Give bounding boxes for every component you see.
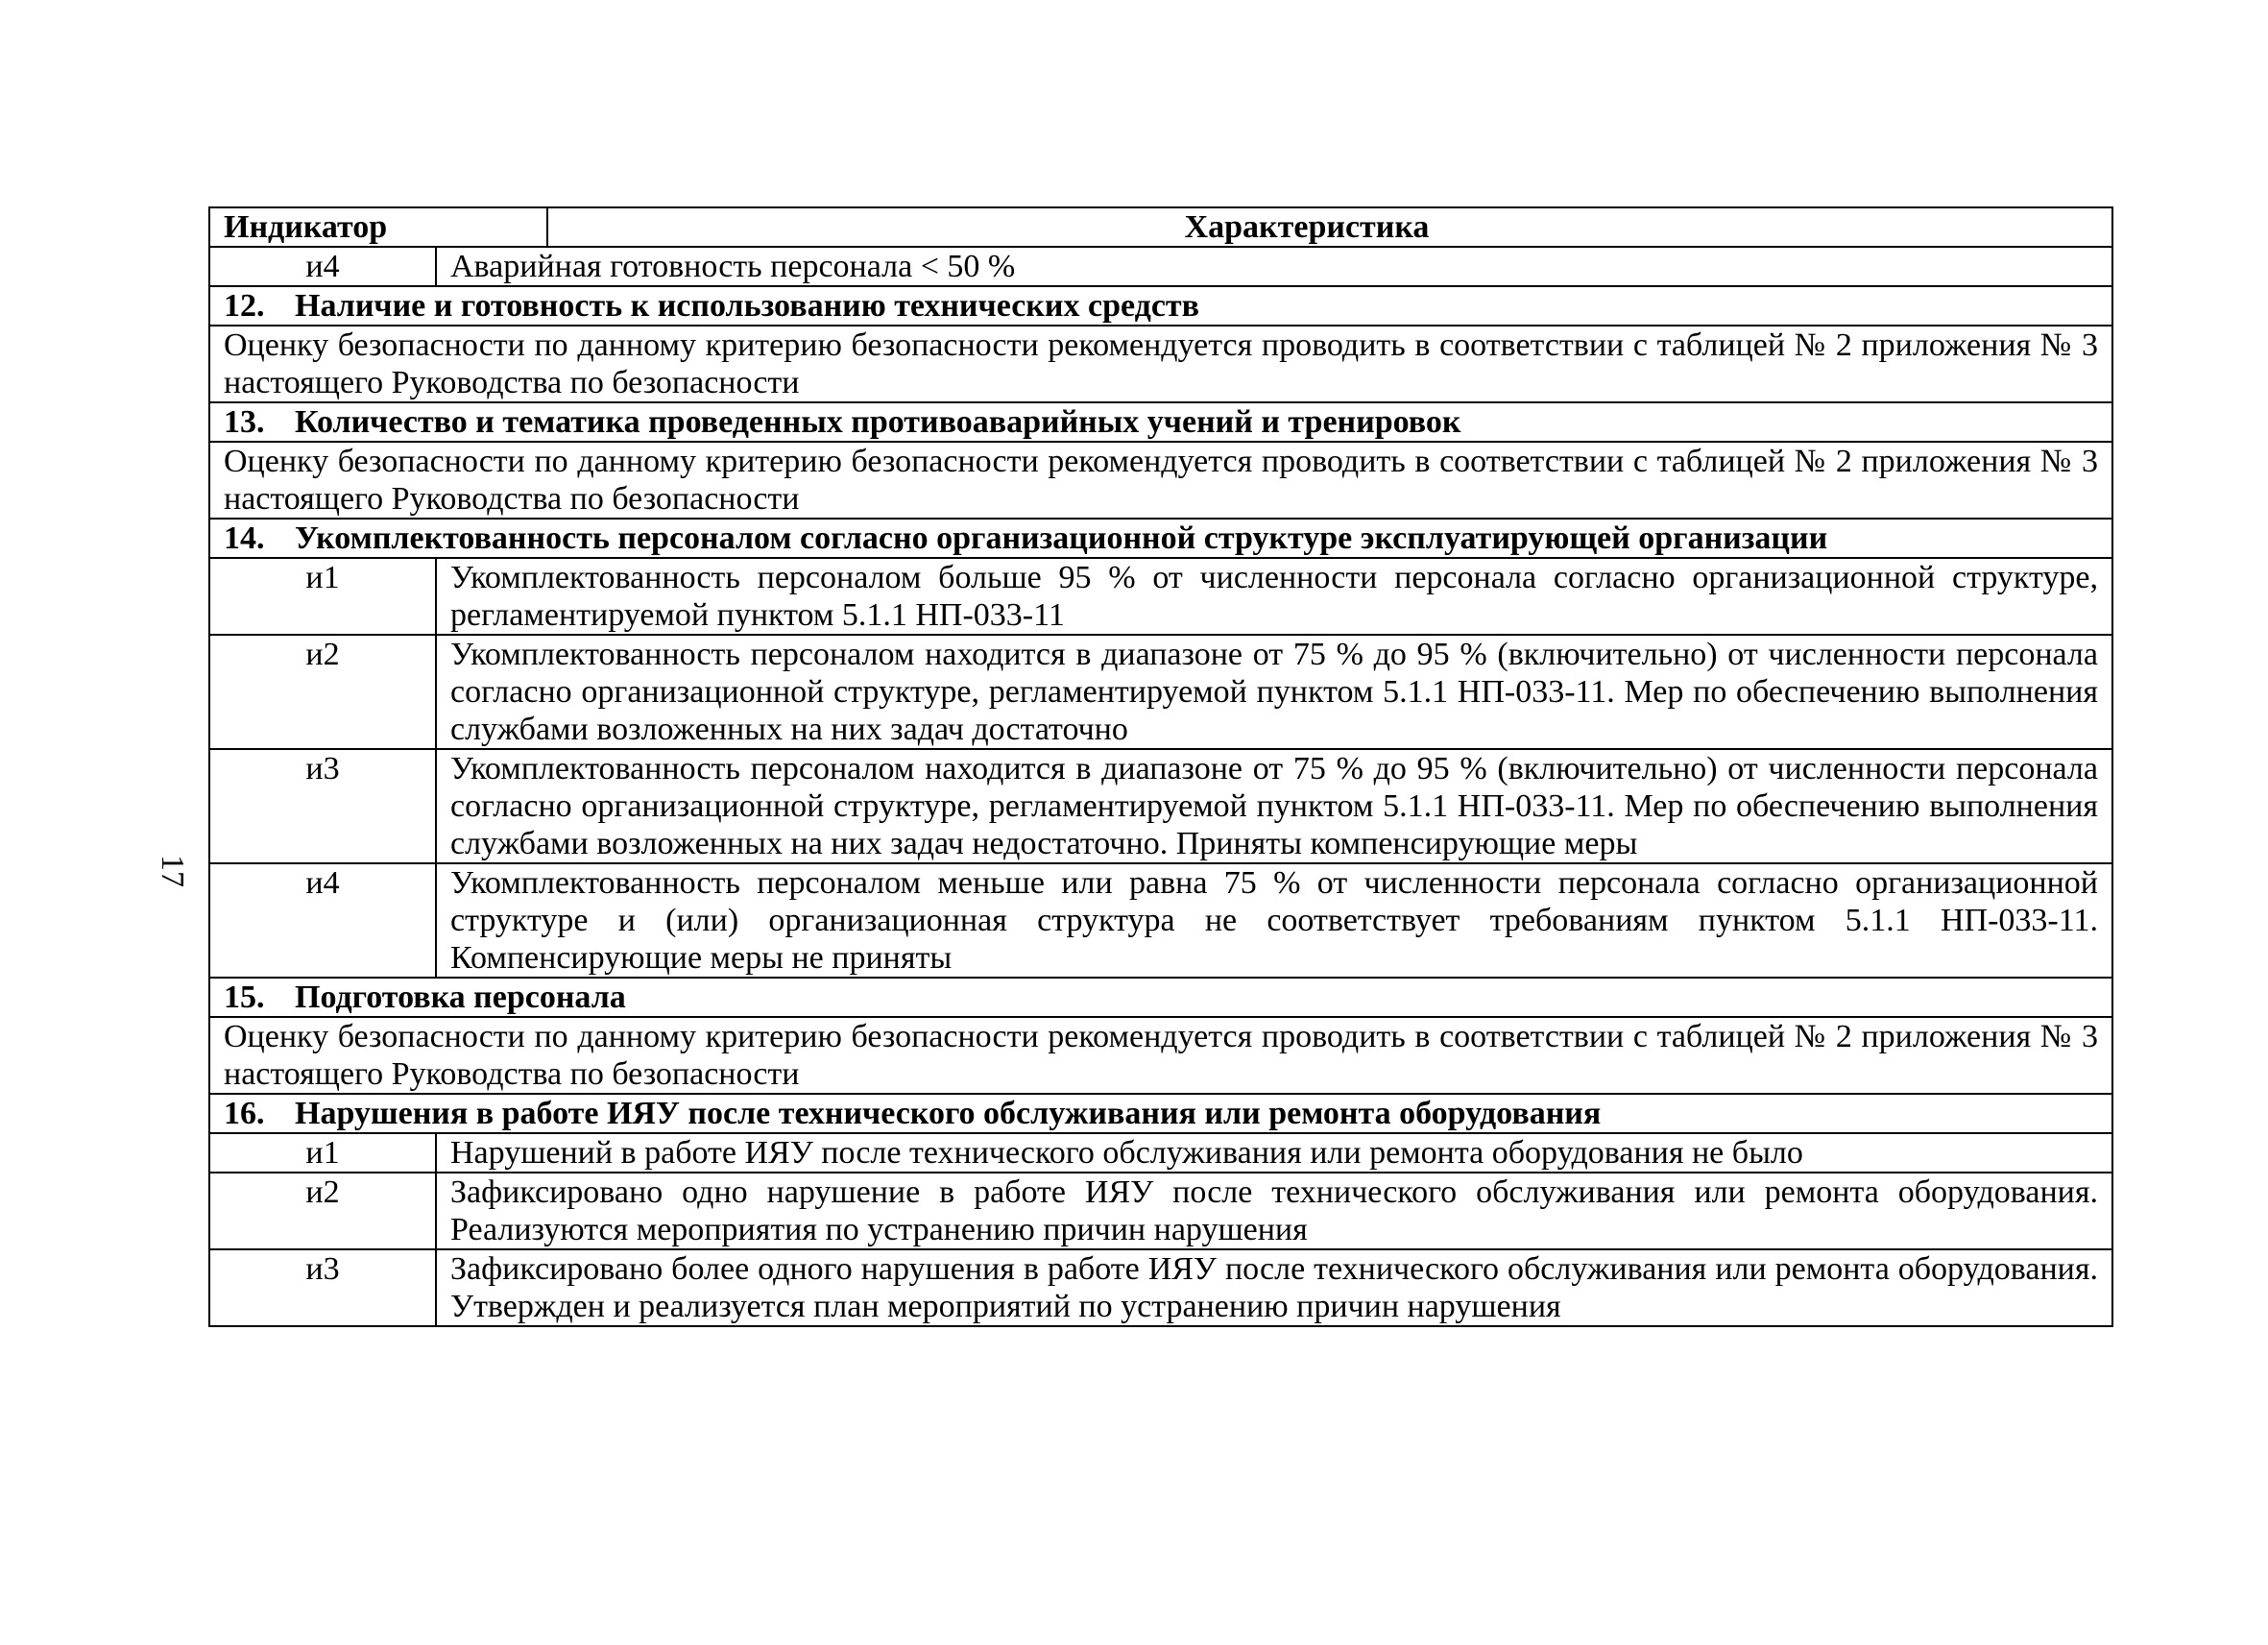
- section-heading-cell: [209, 978, 2112, 1017]
- indicator-row: [209, 863, 2112, 978]
- characteristic-cell: Укомплектованность персоналом находится в диапазоне от 75 % до 95 % (включительно) от численности персонала согласно организационной структуре, регламентируемой пунктом 5.1.1 НП-033-11. Мер по обеспечению выполнения службами возложенных на них задач недостаточно. Приняты компенсирующие меры: [436, 749, 2112, 863]
- section-title: Укомплектованность персоналом согласно организационной структуре эксплуатирующей организации: [295, 520, 1828, 556]
- section-heading-cell: [209, 402, 2112, 442]
- indicator-cell: и1: [209, 1133, 436, 1173]
- criteria-table: [208, 206, 2113, 1327]
- indicator-row: [209, 635, 2112, 749]
- section-heading-cell: [209, 519, 2112, 558]
- indicator-cell: и2: [209, 635, 436, 749]
- section-heading-row: [209, 402, 2112, 442]
- characteristic-cell: Укомплектованность персоналом находится в диапазоне от 75 % до 95 % (включительно) от численности персонала согласно организационной структуре, регламентируемой пунктом 5.1.1 НП-033-11. Мер по обеспечению выполнения службами возложенных на них задач достаточно: [436, 635, 2112, 749]
- section-number: 16.: [224, 1096, 265, 1131]
- section-heading-row: [209, 519, 2112, 558]
- table-body: [209, 207, 2112, 1326]
- assessment-note-cell: Оценку безопасности по данному критерию безопасности рекомендуется проводить в соответствии с таблицей № 2 приложения № 3 настоящего Руководства по безопасности: [209, 1017, 2112, 1094]
- indicator-cell: и2: [209, 1173, 436, 1249]
- section-heading-row: [209, 286, 2112, 326]
- assessment-note-cell: Оценку безопасности по данному критерию безопасности рекомендуется проводить в соответствии с таблицей № 2 приложения № 3 настоящего Руководства по безопасности: [209, 326, 2112, 402]
- indicator-cell: и4: [209, 863, 436, 978]
- section-number: 15.: [224, 980, 265, 1015]
- indicator-cell: и3: [209, 1249, 436, 1326]
- indicator-cell: и1: [209, 558, 436, 635]
- table-header-row: [209, 207, 2112, 247]
- characteristic-cell: Укомплектованность персоналом больше 95 % от численности персонала согласно организационной структуре, регламентируемой пунктом 5.1.1 НП-033-11: [436, 558, 2112, 635]
- section-heading-row: [209, 1094, 2112, 1133]
- section-title: Подготовка персонала: [295, 980, 626, 1015]
- assessment-note-cell: Оценку безопасности по данному критерию безопасности рекомендуется проводить в соответствии с таблицей № 2 приложения № 3 настоящего Руководства по безопасности: [209, 442, 2112, 519]
- section-title: Количество и тематика проведенных противоаварийных учений и тренировок: [295, 404, 1461, 440]
- section-heading-cell: [209, 286, 2112, 326]
- indicator-cell: и3: [209, 749, 436, 863]
- section-heading-cell: [209, 1094, 2112, 1133]
- indicator-row: [209, 1249, 2112, 1326]
- section-title: Наличие и готовность к использованию технических средств: [295, 288, 1199, 324]
- indicator-row: [209, 558, 2112, 635]
- indicator-row: [209, 749, 2112, 863]
- assessment-note-row: [209, 326, 2112, 402]
- section-title: Нарушения в работе ИЯУ после технического обслуживания или ремонта оборудования: [295, 1096, 1602, 1131]
- characteristic-cell: Зафиксировано одно нарушение в работе ИЯУ после технического обслуживания или ремонта оборудования. Реализуются мероприятия по устранению причин нарушения: [436, 1173, 2112, 1249]
- section-heading-row: [209, 978, 2112, 1017]
- characteristic-cell: Нарушений в работе ИЯУ после технического обслуживания или ремонта оборудования не было: [436, 1133, 2112, 1173]
- header-indicator: [209, 207, 2112, 247]
- section-number: 14.: [224, 520, 265, 556]
- characteristic-cell: Укомплектованность персоналом меньше или равна 75 % от численности персонала согласно организационной структуре и (или) организационная структура не соответствует требованиям пунктом 5.1.1 НП-033-11. Компенсирующие меры не приняты: [436, 863, 2112, 978]
- indicator-cell: и4: [209, 247, 436, 286]
- assessment-note-row: [209, 1017, 2112, 1094]
- header-characteristic-label: Характеристика: [1184, 209, 1430, 245]
- characteristic-cell: Аварийная готовность персонала < 50 %: [436, 247, 2112, 286]
- assessment-note-row: [209, 442, 2112, 519]
- indicator-row: [209, 1133, 2112, 1173]
- indicator-row: [209, 1173, 2112, 1249]
- section-number: 12.: [224, 288, 265, 324]
- indicator-row: [209, 247, 2112, 286]
- header-indicator-label: Индикатор: [224, 209, 388, 245]
- section-number: 13.: [224, 404, 265, 440]
- page-number: 17: [155, 855, 190, 887]
- characteristic-cell: Зафиксировано более одного нарушения в работе ИЯУ после технического обслуживания или ремонта оборудования. Утвержден и реализуется план мероприятий по устранению причин нарушения: [436, 1249, 2112, 1326]
